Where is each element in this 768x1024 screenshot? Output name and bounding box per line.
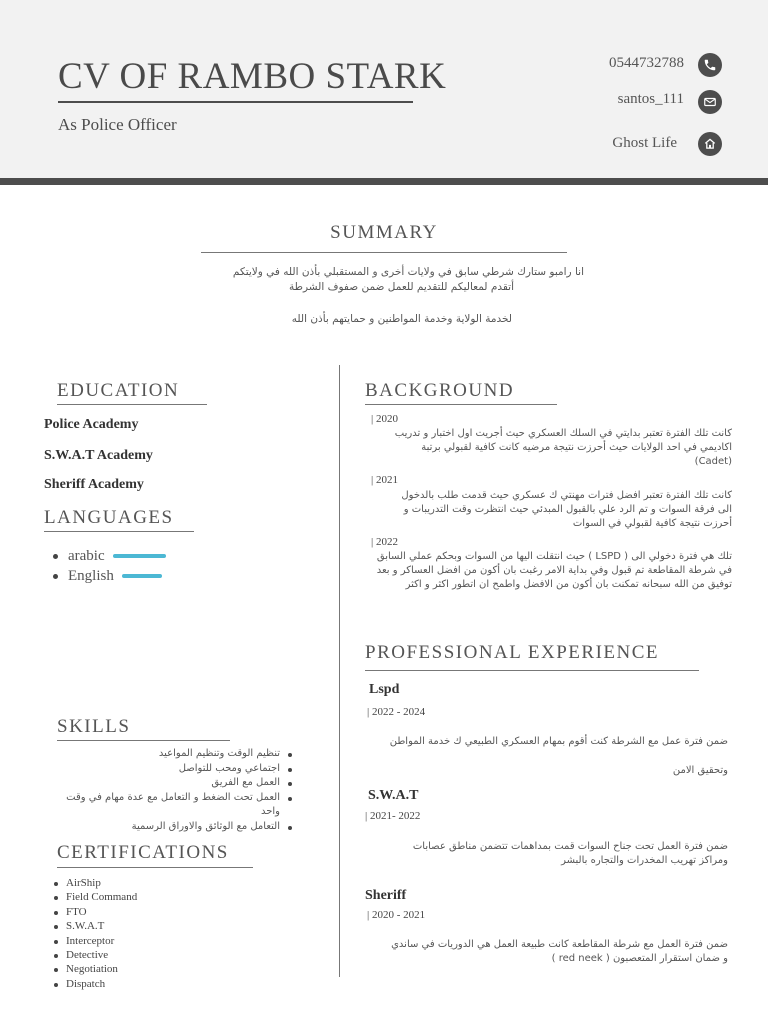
phone-icon [698, 53, 722, 77]
language-item [53, 546, 166, 566]
summary-line-3: لخدمة الولاية وخدمة المواطنين و حمايتهم بأذن الله [291, 313, 512, 325]
experience-text: و ضمان استقرار المتعصبون ( red neek ) [551, 953, 728, 964]
certification-item: Dispatch [52, 977, 137, 991]
experience-text: ضمن فترة عمل مع الشرطة كنت أقوم بمهام العسكري الطبيعي ك خدمة المواطن [389, 736, 728, 747]
skill-item: تنظيم الوقت وتنظيم المواعيد [60, 747, 292, 762]
education-heading: EDUCATION [57, 380, 180, 401]
summary-rule [201, 252, 567, 253]
experience-heading: PROFESSIONAL EXPERIENCE [365, 642, 660, 663]
certification-item: AirShip [52, 876, 137, 890]
certification-item: FTO [52, 905, 137, 919]
background-entry-text: كانت تلك الفترة تعتبر بدايتي في السلك العسكري حيث أجريت اول اختبار و تدريب اكاديمي في احد الولايات حيث أحرزت نتيجة مرضيه كانت كافية لقبولي برتبة (Cadet) [394, 428, 732, 467]
education-item: S.W.A.T Academy [44, 448, 153, 463]
languages-list [53, 546, 166, 586]
background-entry-text: تلك هي فترة دخولي الى ( LSPD ) حيث انتقلت اليها من السوات وبحكم عملي السابق في شرطة المقاطعة تم قبول وفي بداية الامر رغبت بان أكون من افضل العساكر و بعد توفيق من الله سبحانه تمكنت بان أكون من الافضل واطمح ان اتطور اكثر و اكثر [376, 551, 732, 590]
certifications-heading: CERTIFICATIONS [57, 842, 229, 863]
summary-heading: SUMMARY [330, 222, 438, 243]
skill-item: العمل تحت الضغط و التعامل مع عدة مهام في وقت واحد [60, 791, 292, 820]
languages-heading: LANGUAGES [44, 507, 174, 528]
certifications-rule [57, 867, 253, 868]
header-bottom-bar [0, 178, 768, 185]
language-label: English [68, 567, 114, 584]
experience-date: | 2020 - 2021 [367, 909, 426, 921]
mail-icon [698, 90, 722, 114]
experience-title: Lspd [369, 682, 400, 697]
background-entry-text: كانت تلك الفترة تعتبر افضل فترات مهنتي ك عسكري حيث قدمت طلب بالدخول الى فرقة السوات و تم الرد علي بالقبول المبدئي حيث انتظرت وقت التدريبات و أحرزت نتيجة كافية لقبولي في السوات [401, 490, 732, 529]
experience-text: ومراكز تهريب المخدرات والتجاره بالبشر [561, 855, 728, 866]
experience-rule [365, 670, 699, 671]
cv-name-title: CV OF RAMBO STARK [58, 56, 447, 97]
skill-item: اجتماعي ومحب للتواصل [60, 762, 292, 777]
certifications-list [52, 876, 137, 991]
summary-line-1: انا رامبو ستارك شرطي سابق في ولايات أخرى و المستقبلي بأذن الله في ولايتكم [232, 266, 584, 278]
name-underline [58, 101, 413, 103]
experience-text: ضمن فترة العمل مع شرطة المقاطعة كانت طبيعة العمل هي الدوريات في ساندي [391, 939, 728, 950]
background-year: | 2020 [371, 413, 398, 425]
background-year: | 2022 [371, 536, 398, 548]
role-subtitle: As Police Officer [58, 115, 177, 134]
background-rule [365, 404, 557, 405]
email-username: santos_111 [617, 91, 684, 107]
column-divider [339, 365, 340, 977]
certification-item: Detective [52, 948, 137, 962]
education-rule [57, 404, 207, 405]
summary-line-2: أتقدم لمعاليكم للتقديم للعمل ضمن صفوف الشرطة [289, 281, 514, 293]
experience-text: وتحقيق الامن [672, 765, 728, 776]
skill-item: العمل مع الفريق [60, 776, 292, 791]
skills-heading: SKILLS [57, 716, 131, 737]
experience-date: | 2021- 2022 [365, 810, 421, 822]
skills-rule [57, 740, 230, 741]
language-item [53, 566, 166, 586]
education-item: Police Academy [44, 417, 139, 432]
languages-rule [44, 531, 194, 532]
certification-item: Negotiation [52, 962, 137, 976]
skills-list [60, 747, 292, 834]
experience-title: S.W.A.T [368, 788, 419, 803]
home-icon [698, 132, 722, 156]
language-level-bar [113, 554, 166, 558]
language-level-bar [122, 574, 162, 578]
background-year: | 2021 [371, 474, 398, 486]
skill-item: التعامل مع الوثائق والاوراق الرسمية [60, 820, 292, 835]
certification-item: Field Command [52, 890, 137, 904]
background-heading: BACKGROUND [365, 380, 515, 401]
language-label: arabic [68, 547, 105, 564]
education-item: Sheriff Academy [44, 477, 144, 492]
experience-title: Sheriff [365, 888, 407, 903]
certification-item: S.W.A.T [52, 919, 137, 933]
location-text: Ghost Life [612, 135, 677, 151]
certification-item: Interceptor [52, 934, 137, 948]
experience-text: ضمن فترة العمل تحت جناح السوات قمت بمداهمات تتضمن مناطق عصابات [412, 841, 728, 852]
experience-date: | 2022 - 2024 [367, 706, 426, 718]
phone-number: 0544732788 [609, 55, 684, 71]
